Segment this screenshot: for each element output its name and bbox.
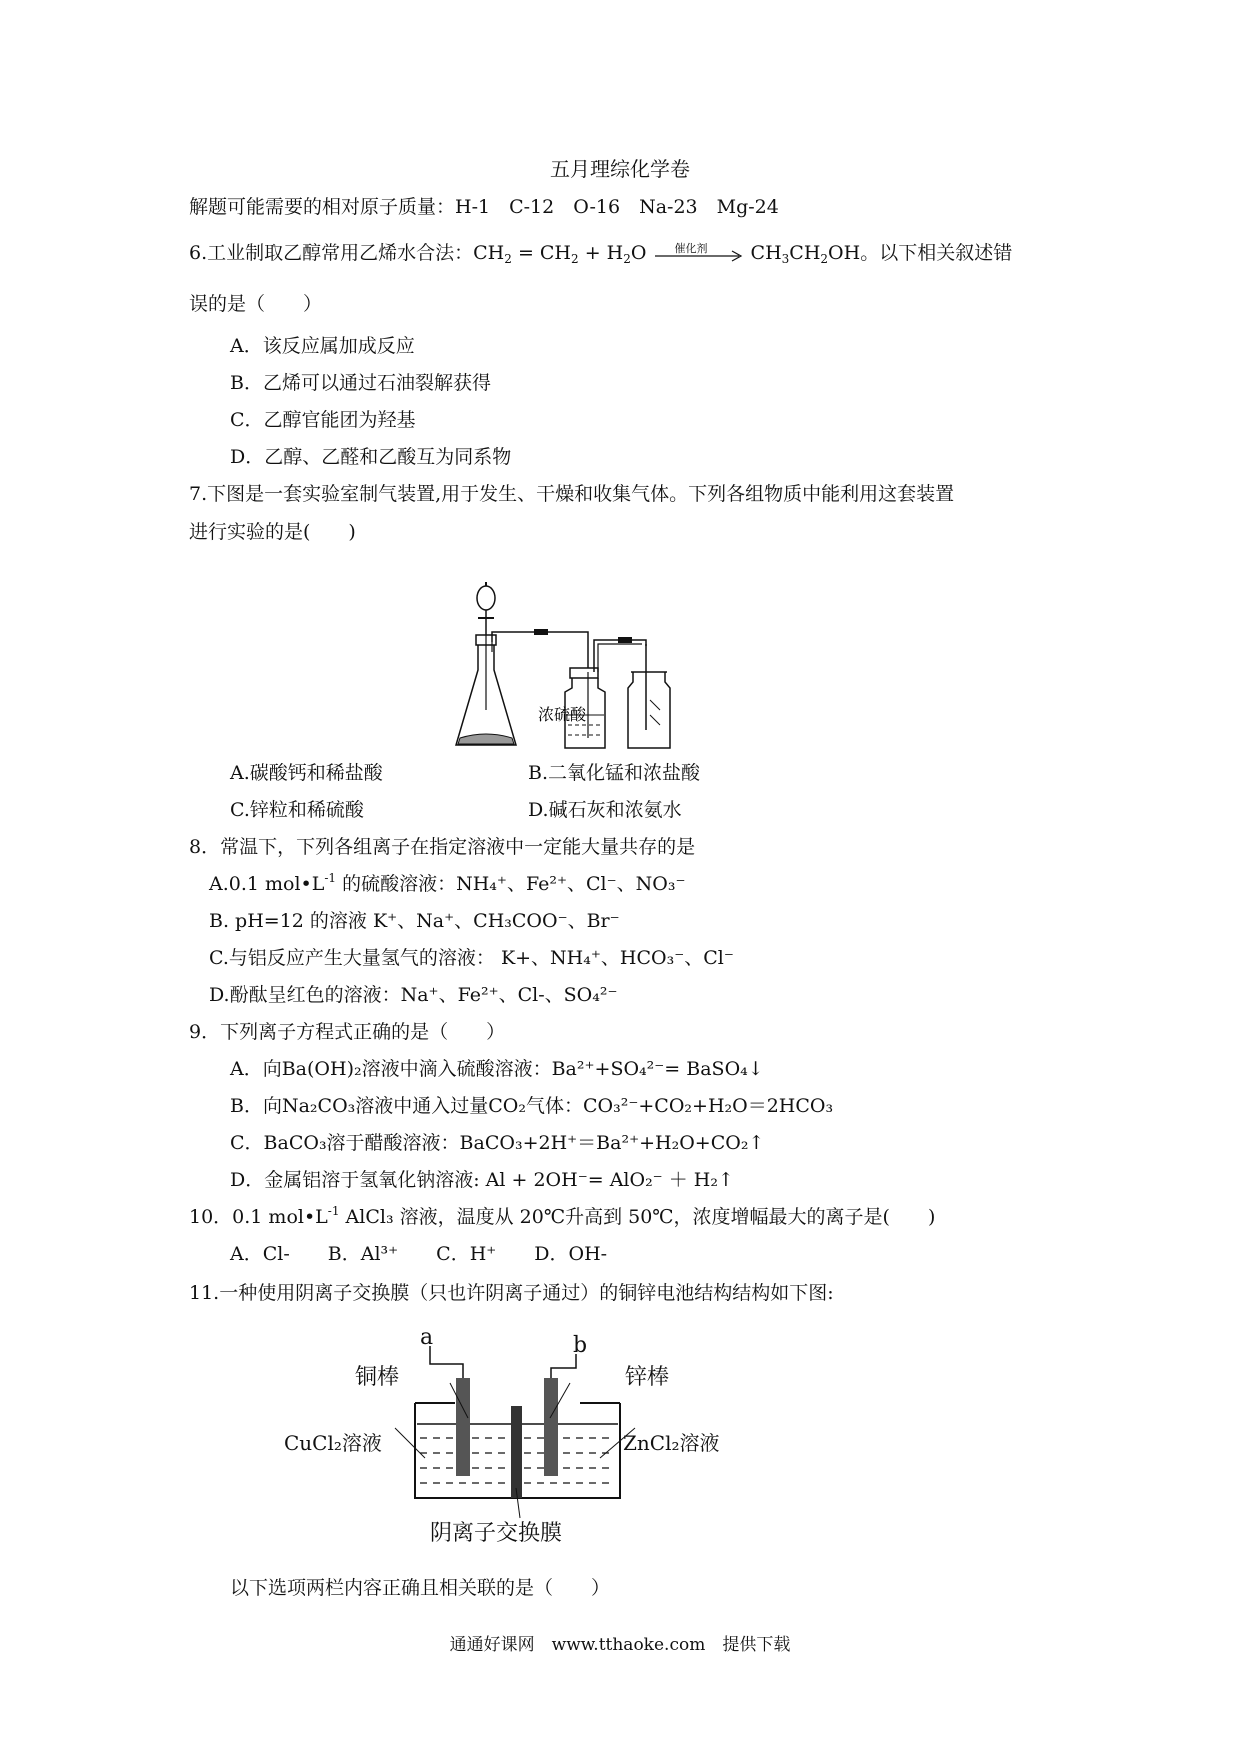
label-a: a — [420, 1325, 434, 1350]
label-b: b — [573, 1333, 588, 1358]
q10-stem: 10．0.1 $mol•L^{-1}$ AlCl₃ 溶液，温度从 20℃升高到 50℃，浓度增幅最大的离子是( ) — [189, 1204, 936, 1228]
q9-option-d: D．金属铝溶于氢氧化钠溶液: Al + 2OH⁻= AlO₂⁻ ＋ H₂↑ — [230, 1169, 734, 1191]
q9-option-b: B．向Na₂CO₃溶液中通入过量CO₂气体：CO₃²⁻+CO₂+H₂O＝2HCO₃ — [230, 1095, 834, 1117]
q8-stem: 8．常温下，下列各组离子在指定溶液中一定能大量共存的是 — [189, 836, 696, 858]
cu-solution-label: CuCl₂溶液 — [284, 1431, 382, 1455]
cu-zn-cell-figure — [280, 1318, 760, 1548]
zn-rod-label: 锌棒 — [625, 1365, 670, 1390]
cu-rod-label: 铜棒 — [355, 1365, 400, 1390]
atomic-masses: 解题可能需要的相对原子质量：H-1 C-12 O-16 Na-23 Mg-24 — [189, 196, 779, 218]
q7-stem-line1: 7.下图是一套实验室制气装置,用于发生、干燥和收集气体。下列各组物质中能利用这套装置 — [189, 483, 955, 505]
q8-option-b: B. pH=12 的溶液 K⁺、Na⁺、CH₃COO⁻、Br⁻ — [209, 910, 620, 932]
q6-option-b: B．乙烯可以通过石油裂解获得 — [230, 372, 491, 394]
q7-option-b: B.二氧化锰和浓盐酸 — [528, 762, 701, 784]
q8-option-a: A.0.1 $mol•L^{-1}$ 的硫酸溶液：NH₄⁺、Fe²⁺、Cl⁻、NO₃⁻ — [209, 871, 686, 895]
zn-solution-label: ZnCl₂溶液 — [623, 1431, 720, 1455]
q6-option-a: A．该反应属加成反应 — [230, 335, 415, 357]
q6-stem-line2: 误的是（ ） — [189, 293, 323, 315]
q11-stem: 11.一种使用阴离子交换膜（只也许阴离子通过）的铜锌电池结构结构如下图: — [189, 1282, 834, 1304]
q6-option-d: D．乙醇、乙醛和乙酸互为同系物 — [230, 446, 512, 468]
q7-stem-line2: 进行实验的是( ) — [189, 521, 356, 543]
q6-stem: 6.工业制取乙醇常用乙烯水合法：$CH_2 = CH_2 + H_2O$ 催化剂 $CH_3CH_2OH$。以下相关叙述错 — [189, 240, 1012, 266]
q10-options: A．Cl- B．Al³⁺ C．H⁺ D．OH- — [230, 1243, 608, 1265]
q9-stem: 9．下列离子方程式正确的是（ ） — [189, 1021, 506, 1043]
footer: 通通好课网 www.tthaoke.com 提供下载 — [449, 1635, 791, 1655]
q7-option-a: A.碳酸钙和稀盐酸 — [230, 762, 383, 784]
q9-option-c: C．BaCO₃溶于醋酸溶液：BaCO₃+2H⁺＝Ba²⁺+H₂O+CO₂↑ — [230, 1132, 765, 1154]
q9-option-a: A．向Ba(OH)₂溶液中滴入硫酸溶液：Ba²⁺+SO₄²⁻= BaSO₄↓ — [230, 1058, 764, 1080]
reaction-arrow — [653, 244, 745, 264]
q6-option-c: C．乙醇官能团为羟基 — [230, 409, 416, 431]
q8-option-c: C.与铝反应产生大量氢气的溶液： K+、NH₄⁺、HCO₃⁻、Cl⁻ — [209, 947, 734, 969]
q7-option-c: C.锌粒和稀硫酸 — [230, 799, 364, 821]
conc-sulfuric-label: 浓硫酸 — [538, 707, 587, 724]
catalyst-label: 催化剂 — [674, 242, 708, 255]
q8-option-d: D.酚酞呈红色的溶液：Na⁺、Fe²⁺、Cl-、SO₄²⁻ — [209, 984, 618, 1006]
q11-tail: 以下选项两栏内容正确且相关联的是（ ） — [230, 1577, 611, 1599]
gas-apparatus-figure — [450, 580, 770, 755]
membrane-label: 阴离子交换膜 — [430, 1521, 563, 1546]
page-title: 五月理综化学卷 — [550, 157, 690, 181]
q7-option-d: D.碱石灰和浓氨水 — [528, 799, 682, 821]
